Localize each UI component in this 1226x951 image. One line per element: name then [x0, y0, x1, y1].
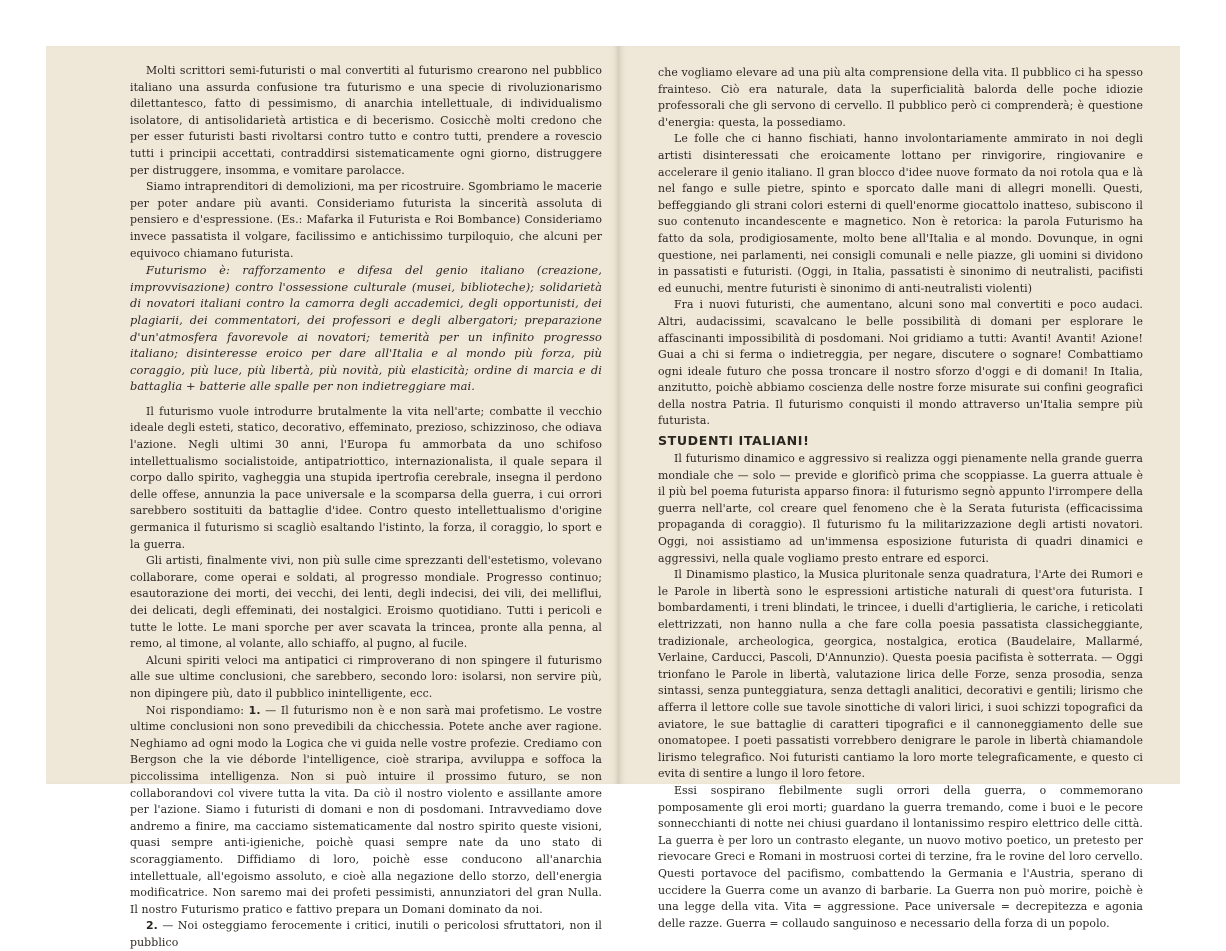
paragraph: Fra i nuovi futuristi, che aumentano, alcuni sono mal convertiti e poco audaci. Altri, audacissimi, scavalcano le belle possibilità di domani per esplorare le affascinanti impossibilità di posdomani. Noi gridiamo a tutti: Avanti! Avanti! Azione! Guai a chi si ferma o indietreggia, per negare, discutere o sognare! Combattiamo ogni ideale futuro che possa troncare il nostro sforzo d'oggi e di domani! In Italia, anzitutto, poichè abbiamo coscienza delle nostre forze misurate sui confini geografici della nostra Patria. Il futurismo conquisti il mondo attraverso un'Italia sempre più futurista. [658, 298, 1143, 428]
right-column [658, 65, 1143, 932]
paragraph: Gli artisti, finalmente vivi, non più sulle cime sprezzanti dell'estetismo, volevano collaborare, come operai e soldati, al progresso mondiale. Progresso continuo; esautorazione dei morti, dei vecchi, dei lenti, degli indecisi, dei vili, dei melliflui, dei delicati, degli effeminati, dei nostalgici. Eroismo quotidiano. Tutti i pericoli e tutte le lotte. Le mani sporche per aver scavata la trincea, pronte alla penna, al remo, al timone, al volante, allo schiaffo, al pugno, al fucile. [130, 554, 602, 651]
futurism-definition: Futurismo è: rafforzamento e difesa del genio italiano (creazione, improvvisazione) contro l'ossessione culturale (musei, biblioteche); solidarietà di novatori italiani contro la camorra degli accademici, degli opportunisti, dei plagiarii, dei commentatori, dei professori e degli albergatori; preparazione d'un'atmosfera favorevole ai novatori; temerità per un infinito progresso italiano; disinteresse eroico per dare all'Italia e al mondo più forza, più coraggio, più luce, più libertà, più novità, più elasticità; ordine di marcia e di battaglia + batterie alle spalle per non indietreggiare mai. [130, 263, 602, 394]
left-page [46, 46, 619, 949]
point-2-text: — Noi osteggiamo ferocemente i critici, inutili o pericolosi sfruttatori, non il pubblico [130, 919, 602, 949]
paragraph: Il futurismo vuole introdurre brutalmente la vita nell'arte; combatte il vecchio ideale degli esteti, statico, decorativo, effeminato, prezioso, schizzinoso, che odiava l'azione. Negli ultimi 30 anni, l'Europa fu ammorbata da uno schifoso intellettualismo socialistoide, antipatriottico, internazionalista, il quale separa il corpo dallo spirito, vagheggia una stupida ipertrofia cerebrale, insegna il perdono delle offese, annunzia la pace universale e la scomparsa della guerra, i cui orrori sarebbero sostituiti da battaglie d'idee. Contro questo intellettualismo d'origine germanica il futurismo si scagliò esaltando l'istinto, la forza, il coraggio, lo sport e la guerra. [130, 404, 602, 551]
point-number-2: 2. [146, 919, 158, 933]
paragraph: Il futurismo dinamico e aggressivo si realizza oggi pienamente nella grande guerra mondiale che — solo — previde e glorificò prima che scoppiasse. La guerra attuale è il più bel poema futurista apparso finora: il futurismo segnò appunto l'irrompere della guerra nell'arte, col creare quel fenomeno che è la Serata futurista (efficacissima propaganda di coraggio). Il futurismo fu la militarizzazione degli artisti novatori. Oggi, noi assistiamo ad un'immensa esposizione futurista di quadri dinamici e aggressivi, nella quale vogliamo presto entrare ed esporci. [658, 452, 1143, 565]
left-column [130, 63, 602, 951]
paragraph: Le folle che ci hanno fischiati, hanno involontariamente ammirato in noi degli artisti disinteressati che eroicamente lottano per rinvigorire, ringiovanire e accelerare il genio italiano. Il gran blocco d'idee nuove formato da noi rotola qua e là nel fango e sulle pietre, spinto e sporcato dalle mani di allegri monelli. Questi, beffeggiando gli strani colori esterni di quell'enorme giocattolo inatteso, subiscono il suo contenuto incandescente e magnetico. Non è retorica: la parola Futurismo ha fatto da sola, prodigiosamente, molto bene all'Italia e al mondo. Dovunque, in ogni questione, nei parlamenti, nei consigli comunali e nelle piazze, gli uomini si dividono in passatisti e futuristi. (Oggi, in Italia, passatisti è sinonimo di neutralisti, pacifisti ed eunuchi, mentre futuristi è sinonimo di anti-neutralisti violenti) [658, 132, 1143, 295]
paragraph-response [130, 703, 602, 919]
paragraph: Il Dinamismo plastico, la Musica pluritonale senza quadratura, l'Arte dei Rumori e le Parole in libertà sono le espressioni artistiche naturali di quest'ora futurista. I bombardamenti, i treni blindati, le trincee, i duelli d'artiglieria, le cariche, i reticolati elettrizzati, non hanno nulla a che fare colla poesia passatista classicheggiante, tradizionale, archeologica, georgica, nostalgica, erotica (Baudelaire, Mallarmé, Verlaine, Carducci, Pascoli, D'Annunzio). Questa poesia pacifista è sotterrata. — Oggi trionfano le Parole in libertà, valutazione lirica delle Forze, senza prosodia, senza sintassi, senza punteggiatura, senza dettagli analitici, decorativi e gentili; lirismo che afferra il lettore colle sue tavole sinottiche di valori lirici, i suoi schizzi topografici da aviatore, le sue battaglie di caratteri tipografici e il cannoneggiamento delle sue onomatopee. I poeti passatisti vorrebbero denigrare le parole in libertà chiamandole lirismo telegrafico. Noi futuristi cantiamo la loro morte telegraficamente, e questo ci evita di sentire a lungo il loro fetore. [658, 568, 1143, 781]
response-text: — Il futurismo non è e non sarà mai profetismo. Le vostre ultime conclusioni non sono prevedibili da chicchessia. Potete anche aver ragione. Neghiamo ad ogni modo la Logica che vi guida nelle vostre profezie. Crediamo con Bergson che la vie déborde l'intelligence, cioè straripa, avviluppa e soffoca la piccolissima intelligenza. Non si può intuire il prossimo futuro, se non collaborandovi col vivere tutta la vita. Da ciò il nostro violento e assillante amore per l'azione. Siamo i futuristi di domani e non di posdomani. Intravvediamo dove andremo a finire, ma cacciamo sistematicamente dal nostro spirito queste visioni, quasi sempre anti-igieniche, poichè quasi sempre nate da uno stato di scoraggiamento. Diffidiamo di loro, poichè esse conducono all'anarchia intellettuale, all'egoismo assoluto, e cioè alla negazione dello storzo, dell'energia modificatrice. Non saremo mai dei profeti pessimisti, annunziatori del gran Nulla. Il nostro Futurismo pratico e fattivo prepara un Domani dominato da noi. [130, 703, 603, 916]
response-intro: Noi rispondiamo: [146, 703, 245, 717]
paragraph-point-2 [130, 918, 602, 951]
paragraph: Siamo intraprenditori di demolizioni, ma per ricostruire. Sgombriamo le macerie per poter andare più avanti. Consideriamo futurista la sincerità assoluta di pensiero e d'espressione. (Es.: Mafarka il Futurista e Roi Bombance) Consideriamo invece passatista il volgare, facilissimo e antichissimo turpiloquio, che alcuni per equivoco chiamano futurista. [130, 180, 602, 260]
right-page [619, 46, 1180, 930]
paragraph-continued: che vogliamo elevare ad una più alta comprensione della vita. Il pubblico ci ha spesso frainteso. Ciò era naturale, data la superficialità balorda delle poche idiozie professorali che gli servono di cervello. Il pubblico però ci comprenderà; è questione d'energia: questa, la possediamo. [658, 66, 1143, 129]
paragraph: Essi sospirano flebilmente sugli orrori della guerra, o commemorano pomposamente gli eroi morti; guardano la guerra tremando, come i buoi e le pecore sonnecchianti di notte nei chiusi guardano il lontanissimo respiro elettrico delle città. La guerra è per loro un contrasto elegante, un nuovo motivo poetico, un pretesto per rievocare Greci e Romani in mostruosi cortei di terzine, fra le rovine del loro cervello. Questi portavoce del pacifismo, combattendo la Germania e l'Austria, sperano di uccidere la Guerra come un avanzo di barbarie. La Guerra non può morire, poichè è una legge della vita. Vita = aggressione. Pace universale = decrepitezza e agonia delle razze. Guerra = collaudo sanguinoso e necessario della forza di un popolo. [658, 783, 1143, 930]
point-number-1: 1. [248, 703, 261, 717]
section-heading: STUDENTI ITALIANI! [658, 433, 810, 449]
paragraph: Alcuni spiriti veloci ma antipatici ci rimproverano di non spingere il futurismo alle sue ultime conclusioni, che sarebbero, secondo loro: isolarsi, non servire più, non dipingere più, dato il pubblico inintelligente, ecc. [130, 653, 602, 700]
paragraph: Molti scrittori semi-futuristi o mal convertiti al futurismo crearono nel pubblico italiano una assurda confusione tra futurismo e una specie di rivoluzionarismo dilettantesco, fatto di pessimismo, di anarchia intellettuale, di individualismo isolatore, di antisolidarietà artistica e di becerismo. Cosicchè molti credono che per esser futuristi basti rivoltarsi contro tutto e contro tutti, prendere a rovescio tutti i principii accettati, contraddirsi sistematicamente ogni giorno, distruggere per distruggere, insomma, e vomitare parolacce. [130, 64, 602, 177]
